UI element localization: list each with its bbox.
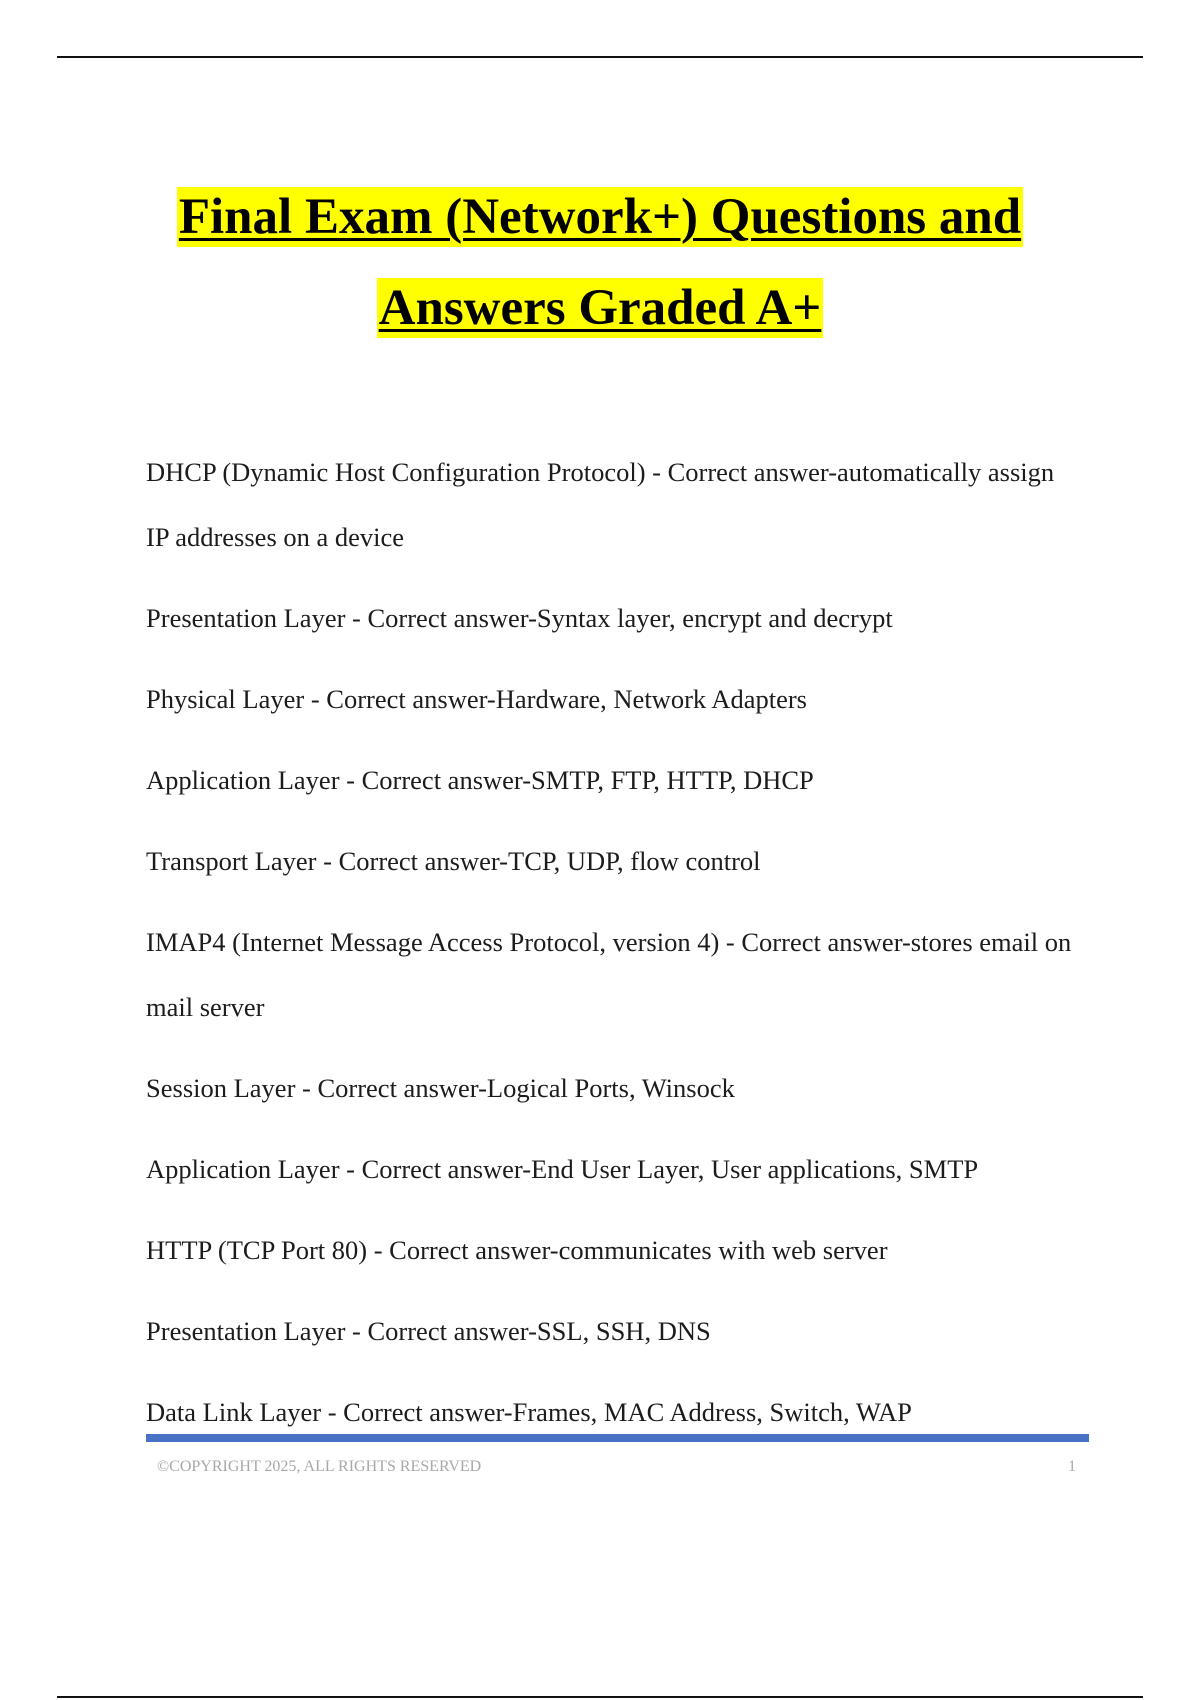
page-number: 1 <box>1068 1458 1076 1475</box>
qa-entry: Session Layer - Correct answer-Logical Ports, Winsock <box>146 1073 735 1103</box>
footer-copyright: ©COPYRIGHT 2025, ALL RIGHTS RESERVED <box>157 1458 482 1475</box>
qa-list <box>146 440 1076 1461</box>
qa-entry: Data Link Layer - Correct answer-Frames, MAC Address, Switch, WAP <box>146 1397 912 1427</box>
qa-entry: HTTP (TCP Port 80) - Correct answer-communicates with web server <box>146 1235 888 1265</box>
qa-entry: Presentation Layer - Correct answer-Syntax layer, encrypt and decrypt <box>146 603 893 633</box>
title-line-2: Answers Graded A+ <box>378 280 822 336</box>
qa-entry: DHCP (Dynamic Host Configuration Protocol) - Correct answer-automatically assign IP addresses on a device <box>146 457 1055 552</box>
footer-divider <box>146 1434 1089 1442</box>
qa-entry: Transport Layer - Correct answer-TCP, UDP, flow control <box>146 846 761 876</box>
qa-entry: Application Layer - Correct answer-SMTP, FTP, HTTP, DHCP <box>146 765 814 795</box>
qa-entry: IMAP4 (Internet Message Access Protocol, version 4) - Correct answer-stores email on mail server <box>146 927 1072 1022</box>
bottom-rule <box>57 1696 1143 1698</box>
document-title <box>100 172 1100 354</box>
qa-entry: Application Layer - Correct answer-End User Layer, User applications, SMTP <box>146 1154 979 1184</box>
top-rule <box>57 56 1143 58</box>
qa-entry: Physical Layer - Correct answer-Hardware, Network Adapters <box>146 684 807 714</box>
title-line-1: Final Exam (Network+) Questions and <box>178 189 1022 245</box>
qa-entry: Presentation Layer - Correct answer-SSL, SSH, DNS <box>146 1316 711 1346</box>
